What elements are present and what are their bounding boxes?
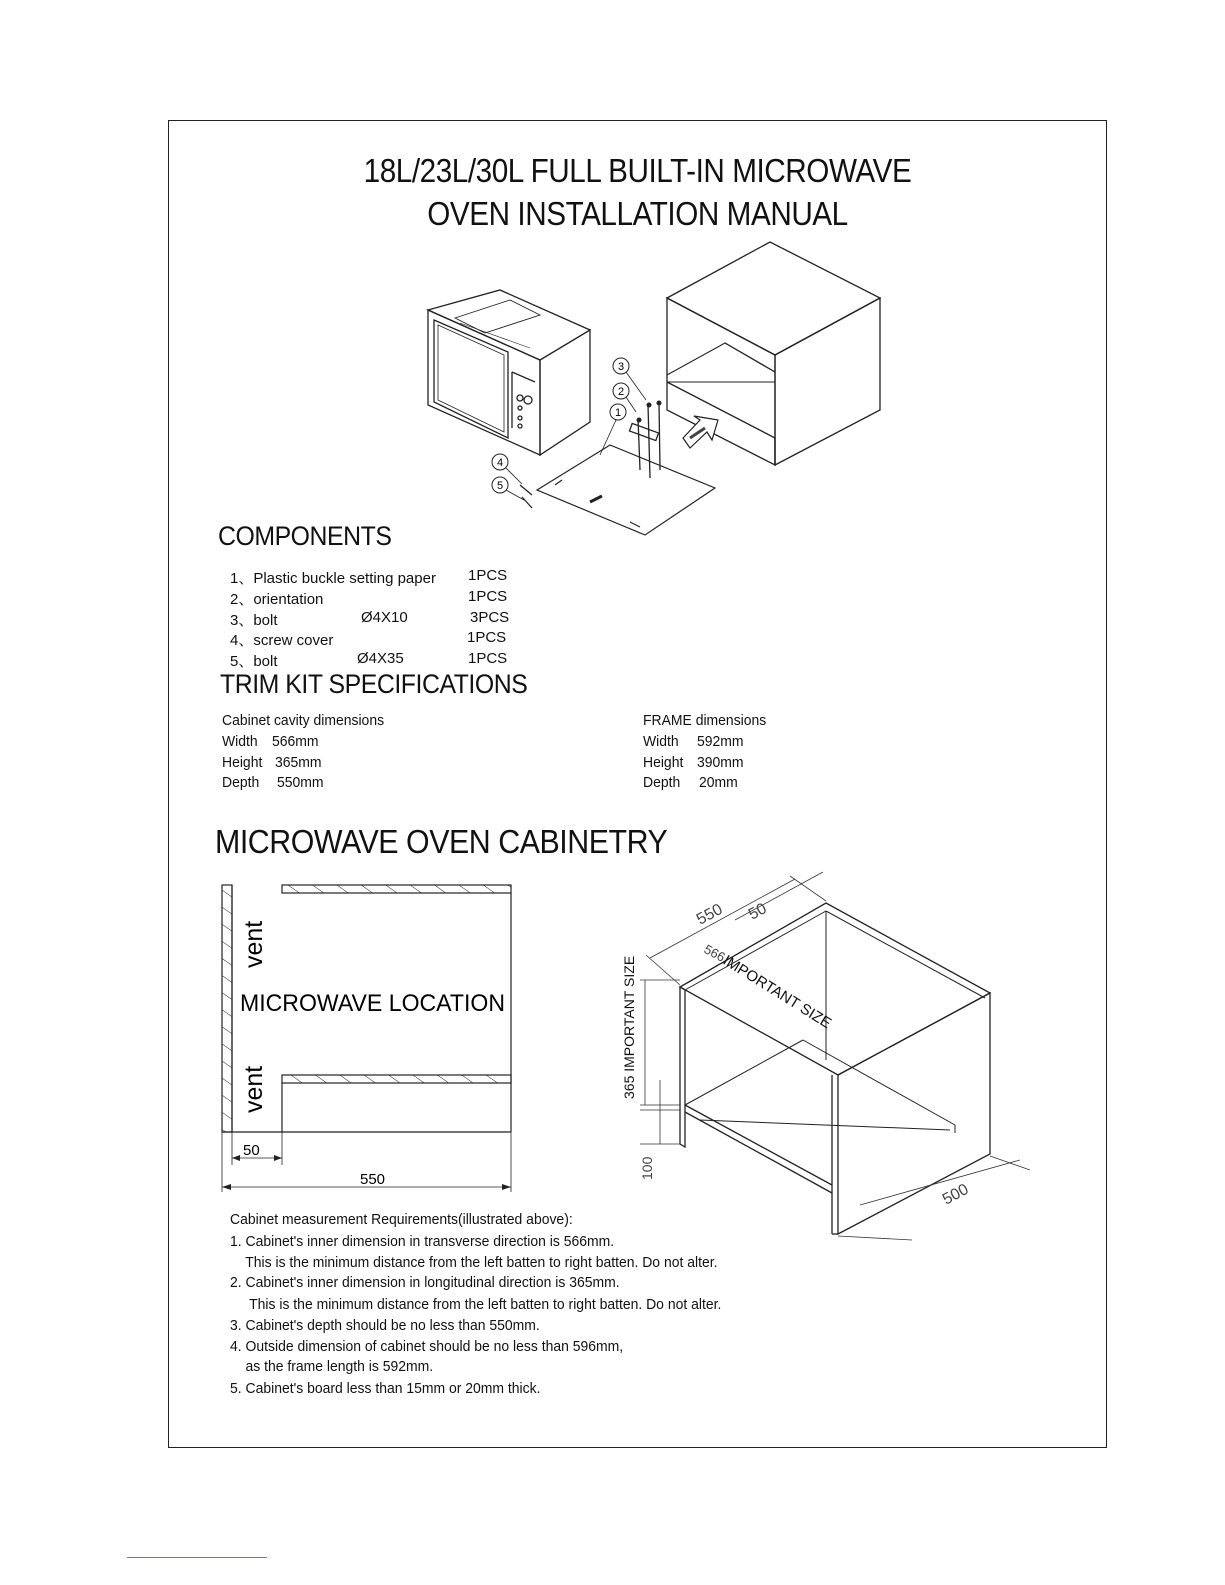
component-label: 5、bolt [230,653,278,670]
iso-dim-550: 550 [693,900,726,929]
manual-title-line1: 18L/23L/30L FULL BUILT-IN MICROWAVE [363,152,912,189]
plan-dim-50: 50 [243,1142,260,1159]
requirement-line: This is the minimum distance from the left batten to right batten. Do not alter. [230,1296,722,1313]
cabinet-iso-diagram [600,870,1040,1250]
iso-dim-566: 566 [701,941,728,965]
frame-width-value: 592mm [697,733,744,750]
component-label: 3、bolt [230,612,278,629]
plan-dim-550: 550 [360,1171,386,1188]
cavity-depth-label: Depth [222,774,260,791]
frame-depth-value: 20mm [699,774,738,791]
component-qty: 1PCS [468,567,508,584]
frame-depth-label: Depth [643,774,681,791]
cavity-title: Cabinet cavity dimensions [222,712,385,729]
component-spec: Ø4X10 [361,609,408,626]
requirement-line: 3. Cabinet's depth should be no less than 550mm. [230,1317,540,1334]
components-heading: COMPONENTS [218,521,392,551]
component-spec: Ø4X35 [357,650,404,667]
footer-rule [127,1557,267,1558]
plan-vent-bottom: vent [240,1065,268,1113]
trim-kit-heading: TRIM KIT SPECIFICATIONS [220,669,528,699]
callout-2: 2 [617,386,625,398]
cavity-width-value: 566mm [272,733,319,750]
setting-paper-drawing [537,445,715,535]
requirement-line: 5. Cabinet's board less than 15mm or 20mm thick. [230,1380,541,1397]
requirement-line: 1. Cabinet's inner dimension in transverse direction is 566mm. [230,1233,615,1250]
requirements-intro: Cabinet measurement Requirements(illustrated above): [230,1211,573,1228]
iso-dim-365: 365 IMPORTANT SIZE [621,955,637,1099]
installation-illustration [420,235,890,545]
iso-dim-500: 500 [939,1180,972,1209]
component-qty: 1PCS [467,629,507,646]
cabinet-plan-diagram [210,878,520,1198]
component-qty: 1PCS [468,650,508,667]
frame-height-value: 390mm [697,754,744,771]
callout-4: 4 [496,457,504,469]
component-label: 1、Plastic buckle setting paper [230,570,436,587]
callout-3: 3 [617,361,625,373]
iso-important-width: IMPORTANT SIZE [719,951,835,1033]
requirement-line: as the frame length is 592mm. [230,1358,434,1375]
component-qty: 3PCS [470,609,510,626]
component-qty: 1PCS [468,588,508,605]
callout-5: 5 [496,480,504,492]
component-label: 4、screw cover [230,632,334,649]
requirement-line: 2. Cabinet's inner dimension in longitudinal direction is 365mm. [230,1274,620,1291]
component-label: 2、orientation [230,591,324,608]
requirement-line: This is the minimum distance from the left batten to right batten. Do not alter. [230,1254,718,1271]
cavity-height-value: 365mm [275,754,322,771]
plan-microwave-location: MICROWAVE LOCATION [240,990,505,1017]
cavity-width-label: Width [222,733,258,750]
cavity-depth-value: 550mm [277,774,324,791]
manual-title-line2: OVEN INSTALLATION MANUAL [427,195,848,232]
oven-drawing [428,290,590,455]
cavity-height-label: Height [222,754,263,771]
frame-height-label: Height [643,754,684,771]
requirement-line: 4. Outside dimension of cabinet should be no less than 596mm, [230,1338,624,1355]
iso-dim-100: 100 [639,1156,655,1180]
frame-width-label: Width [643,733,679,750]
iso-dim-50: 50 [745,900,770,924]
plan-vent-top: vent [240,920,268,968]
frame-title: FRAME dimensions [643,712,767,729]
callout-1: 1 [614,407,622,419]
cabinetry-heading: MICROWAVE OVEN CABINETRY [215,823,668,860]
